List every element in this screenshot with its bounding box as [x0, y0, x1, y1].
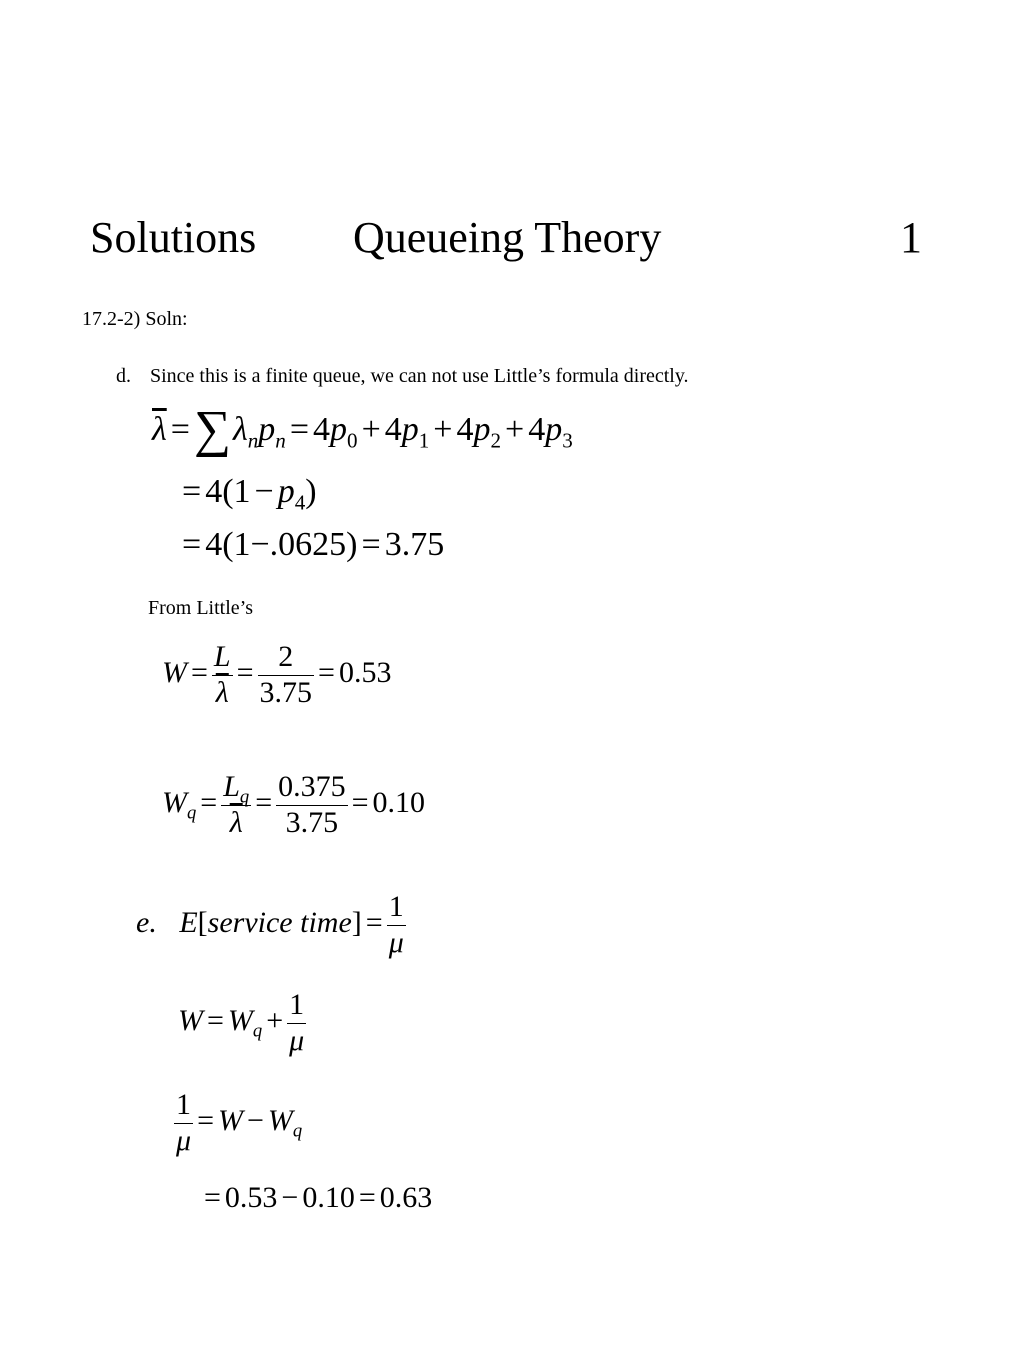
- wq-numerator: 0.375: [276, 770, 348, 806]
- one-over-mu-equation: $\frac{1}{\mu}$ = $W - W_q$: [176, 1088, 303, 1157]
- one-over-mu-fraction-2: $\frac{1}{\mu}$: [289, 988, 305, 1057]
- line3-result: 3.75: [384, 526, 445, 563]
- one-over-mu-fraction-3: $\frac{1}{\mu}$: [176, 1088, 192, 1157]
- wq-value-fraction: [276, 770, 348, 840]
- problem-label: 17.2-2) Soln:: [82, 308, 188, 330]
- lq-over-lambda-fraction: $\frac{L_q}{\lambda}$: [223, 770, 250, 839]
- w-result: 0.53: [338, 655, 392, 689]
- final-a: 0.53: [224, 1181, 278, 1214]
- wq-denominator: 3.75: [285, 805, 339, 839]
- line2-value: 4(1: [205, 473, 251, 510]
- header-title: Queueing Theory: [353, 213, 662, 262]
- final-b: 0.10: [302, 1181, 355, 1214]
- from-littles-label: From Little’s: [148, 597, 253, 619]
- wq-result: 0.10: [372, 785, 426, 819]
- lambda-bar-equation: $\overline{\lambda} =\sum\lambda_np_n = 4p_0 + 4p_1 + 4p_2 + 4p_3$: [152, 401, 573, 458]
- part-d-marker: d.: [116, 365, 131, 387]
- w-numerator: 2: [258, 640, 315, 676]
- lambda-bar-line2: = $4(1 - p_4)$: [182, 473, 317, 515]
- final-result: 0.63: [379, 1181, 433, 1214]
- l-over-lambda-fraction: $\frac{L}{\lambda}$: [213, 640, 231, 709]
- w-denominator: 3.75: [259, 675, 313, 709]
- lambda-bar-line3: = 4(1−.0625) = 3.75: [182, 526, 445, 563]
- service-time-expression: service time: [207, 905, 352, 939]
- one-over-mu-fraction: $\frac{1}{\mu}$: [388, 890, 404, 959]
- wq-equation: $W_q$ = $\frac{L_q}{\lambda}$ = $\frac{0.375}{3.75}$ = 0.10: [162, 770, 426, 839]
- part-e-equation: e. E[service time] = $\frac{1}{\mu}$: [136, 890, 404, 959]
- page-number: 1: [900, 213, 922, 262]
- part-e-marker: e.: [136, 905, 157, 939]
- header-solutions: Solutions: [90, 213, 257, 262]
- line3-expression: 4(1−.0625): [205, 526, 358, 563]
- final-result-line: = 0.53 − 0.10 = 0.63: [204, 1181, 433, 1214]
- part-d-text: Since this is a finite queue, we can not use Little’s formula directly.: [150, 365, 689, 387]
- w-value-fraction: [258, 640, 315, 710]
- w-equation: W = $\frac{L}{\lambda}$ = $\frac{2}{3.75}$ = 0.53: [162, 640, 392, 709]
- w-equals-wq-plus-service: $W = W_q$ + $\frac{1}{\mu}$: [178, 988, 305, 1057]
